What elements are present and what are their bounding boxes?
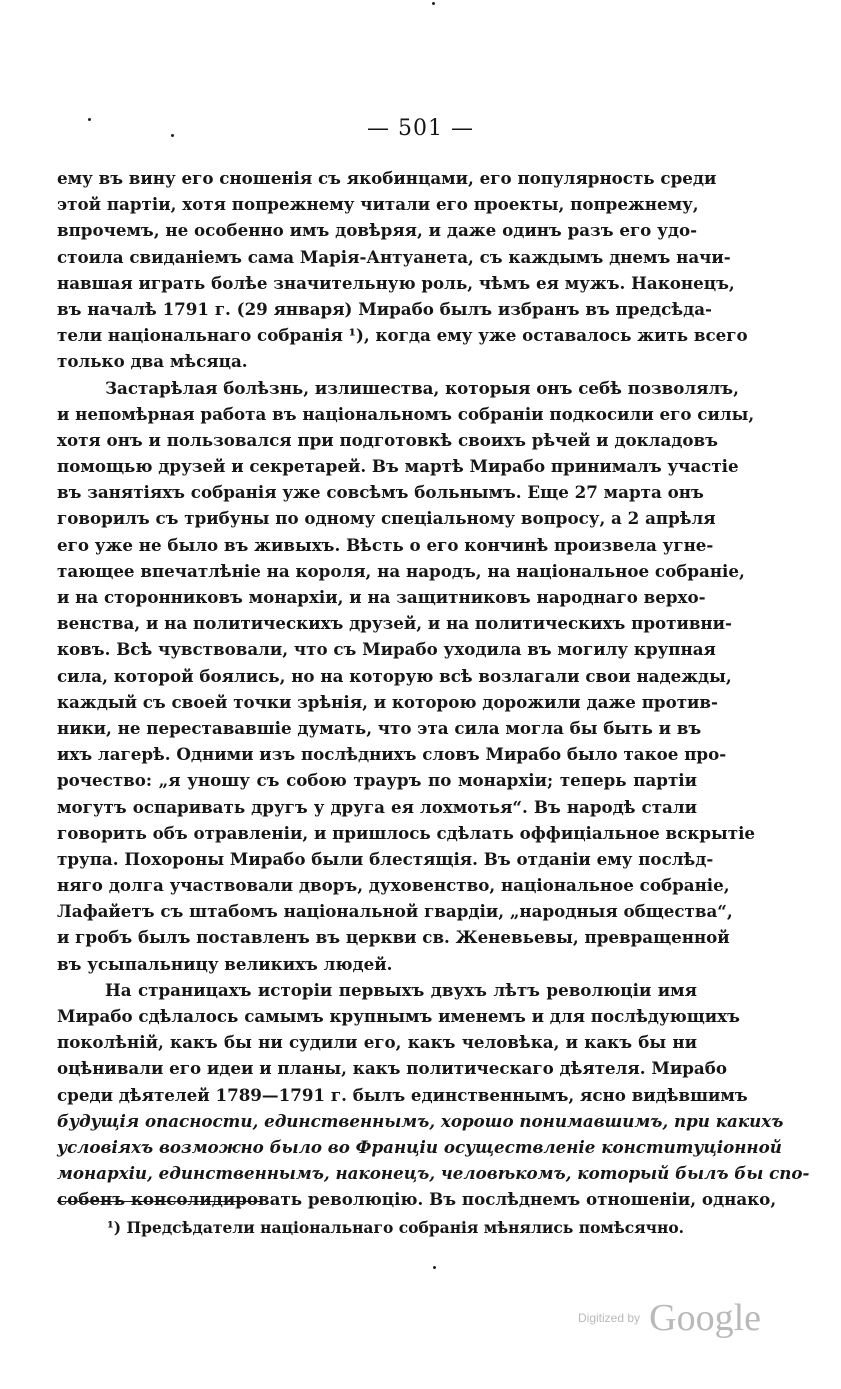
text-line: Мирабо сдѣлалось самымъ крупнымъ именемъ и для послѣдующихъ (57, 1006, 740, 1026)
text-line: впрочемъ, не особенно имъ довѣряя, и даже одинъ разъ его удо- (57, 220, 697, 241)
text-line: условіяхъ возможно было во Франціи осуществленіе конституціонной (57, 1136, 782, 1157)
text-line: въ усыпальницу великихъ людей. (57, 953, 393, 974)
digitized-watermark (578, 1296, 761, 1340)
watermark-prefix: Digitized by (578, 1311, 641, 1325)
text-line: говорилъ съ трибуны по одному спеціальному вопросу, а 2 апрѣля (57, 508, 716, 529)
text-line: оцѣнивали его идеи и планы, какъ политическаго дѣятеля. Мирабо (57, 1058, 727, 1079)
text-line: навшая играть болѣе значительную роль, чѣмъ ея мужъ. Наконецъ, (57, 272, 735, 293)
text-line: говорить объ отравленіи, и пришлось сдѣлать оффиціальное вскрытіе (57, 822, 756, 843)
text-line: Застарѣлая болѣзнь, излишества, которыя онъ себѣ позволялъ, (105, 377, 739, 398)
text-line: рочество: „я уношу съ собою трауръ по монархіи; теперь партіи (57, 770, 697, 791)
text-line: и на сторонниковъ монархіи, и на защитниковъ народнаго верхо- (57, 587, 706, 607)
text-line: среди дѣятелей 1789—1791 г. былъ единственнымъ, ясно видѣвшимъ (57, 1084, 748, 1105)
page-number: — 501 — (367, 116, 474, 141)
text-line: На страницахъ исторіи первыхъ двухъ лѣтъ революціи имя (105, 979, 697, 1000)
text-line: ковъ. Всѣ чувствовали, что съ Мирабо уходила въ могилу крупная (57, 639, 716, 660)
text-line: няго долга участвовали дворъ, духовенство, національное собраніе, (57, 875, 730, 896)
text-line: ему въ вину его сношенія съ якобинцами, его популярность среди (57, 168, 717, 188)
text-line: монархіи, единственнымъ, наконецъ, человѣкомъ, который былъ бы спо- (57, 1163, 810, 1184)
body-text (57, 165, 810, 1213)
google-logo: Google (649, 1297, 761, 1339)
text-line: тающее впечатлѣніе на короля, на народъ, на національное собраніе, (57, 560, 745, 581)
text-line: ихъ лагерѣ. Одними изъ послѣднихъ словъ Мирабо было такое про- (57, 744, 727, 765)
text-line: венства, и на политическихъ друзей, и на политическихъ противни- (57, 613, 732, 634)
print-speck (433, 1266, 436, 1269)
text-line: сила, которой боялись, но на которую всѣ возлагали свои надежды, (57, 665, 732, 686)
text-line: поколѣній, какъ бы ни судили его, какъ человѣка, и какъ бы ни (57, 1032, 697, 1053)
text-line: въ занятіяхъ собранія уже совсѣмъ больнымъ. Еще 27 марта онъ (57, 482, 704, 503)
text-line: трупа. Похороны Мирабо были блестящія. Въ отданіи ему послѣд- (57, 848, 714, 869)
text-line: будущія опасности, единственнымъ, хорошо понимавшимъ, при какихъ (57, 1110, 784, 1131)
text-line: могутъ оспаривать другъ у друга ея лохмотья“. Въ народѣ стали (57, 796, 697, 817)
text-line: Лафайетъ съ штабомъ національной гвардіи, „народныя общества“, (57, 901, 733, 922)
text-line: ники, не перестававшіе думать, что эта сила могла бы быть и въ (57, 717, 702, 738)
footnote: ¹) Предсѣдатели національнаго собранія мѣнялись помѣсячно. (107, 1218, 685, 1237)
text-line: стоила свиданіемъ сама Марія-Антуанета, съ каждымъ днемъ начи- (57, 246, 731, 267)
footnote-divider (57, 1201, 261, 1202)
text-line: каждый съ своей точки зрѣнія, и которою дорожили даже против- (57, 691, 718, 712)
text-line: его уже не было въ живыхъ. Вѣсть о его кончинѣ произвела угне- (57, 534, 714, 555)
text-line: этой партіи, хотя попрежнему читали его проекты, попрежнему, (57, 194, 699, 215)
text-line: хотя онъ и пользовался при подготовкѣ своихъ рѣчей и докладовъ (57, 429, 718, 450)
text-line: тели національнаго собранія ¹), когда ему уже оставалось жить всего (57, 325, 748, 346)
text-line: собенъ консолидировать революцію. Въ послѣднемъ отношеніи, однако, (57, 1189, 777, 1210)
text-line: и непомѣрная работа въ національномъ собраніи подкосили его силы, (57, 403, 755, 424)
text-line: и гробъ былъ поставленъ въ церкви св. Женевьевы, превращенной (57, 927, 730, 948)
text-line: помощью друзей и секретарей. Въ мартѣ Мирабо принималъ участіе (57, 456, 739, 477)
text-line: въ началѣ 1791 г. (29 января) Мирабо былъ избранъ въ предсѣда- (57, 298, 712, 319)
print-speck (432, 2, 435, 5)
text-line: только два мѣсяца. (57, 351, 248, 372)
